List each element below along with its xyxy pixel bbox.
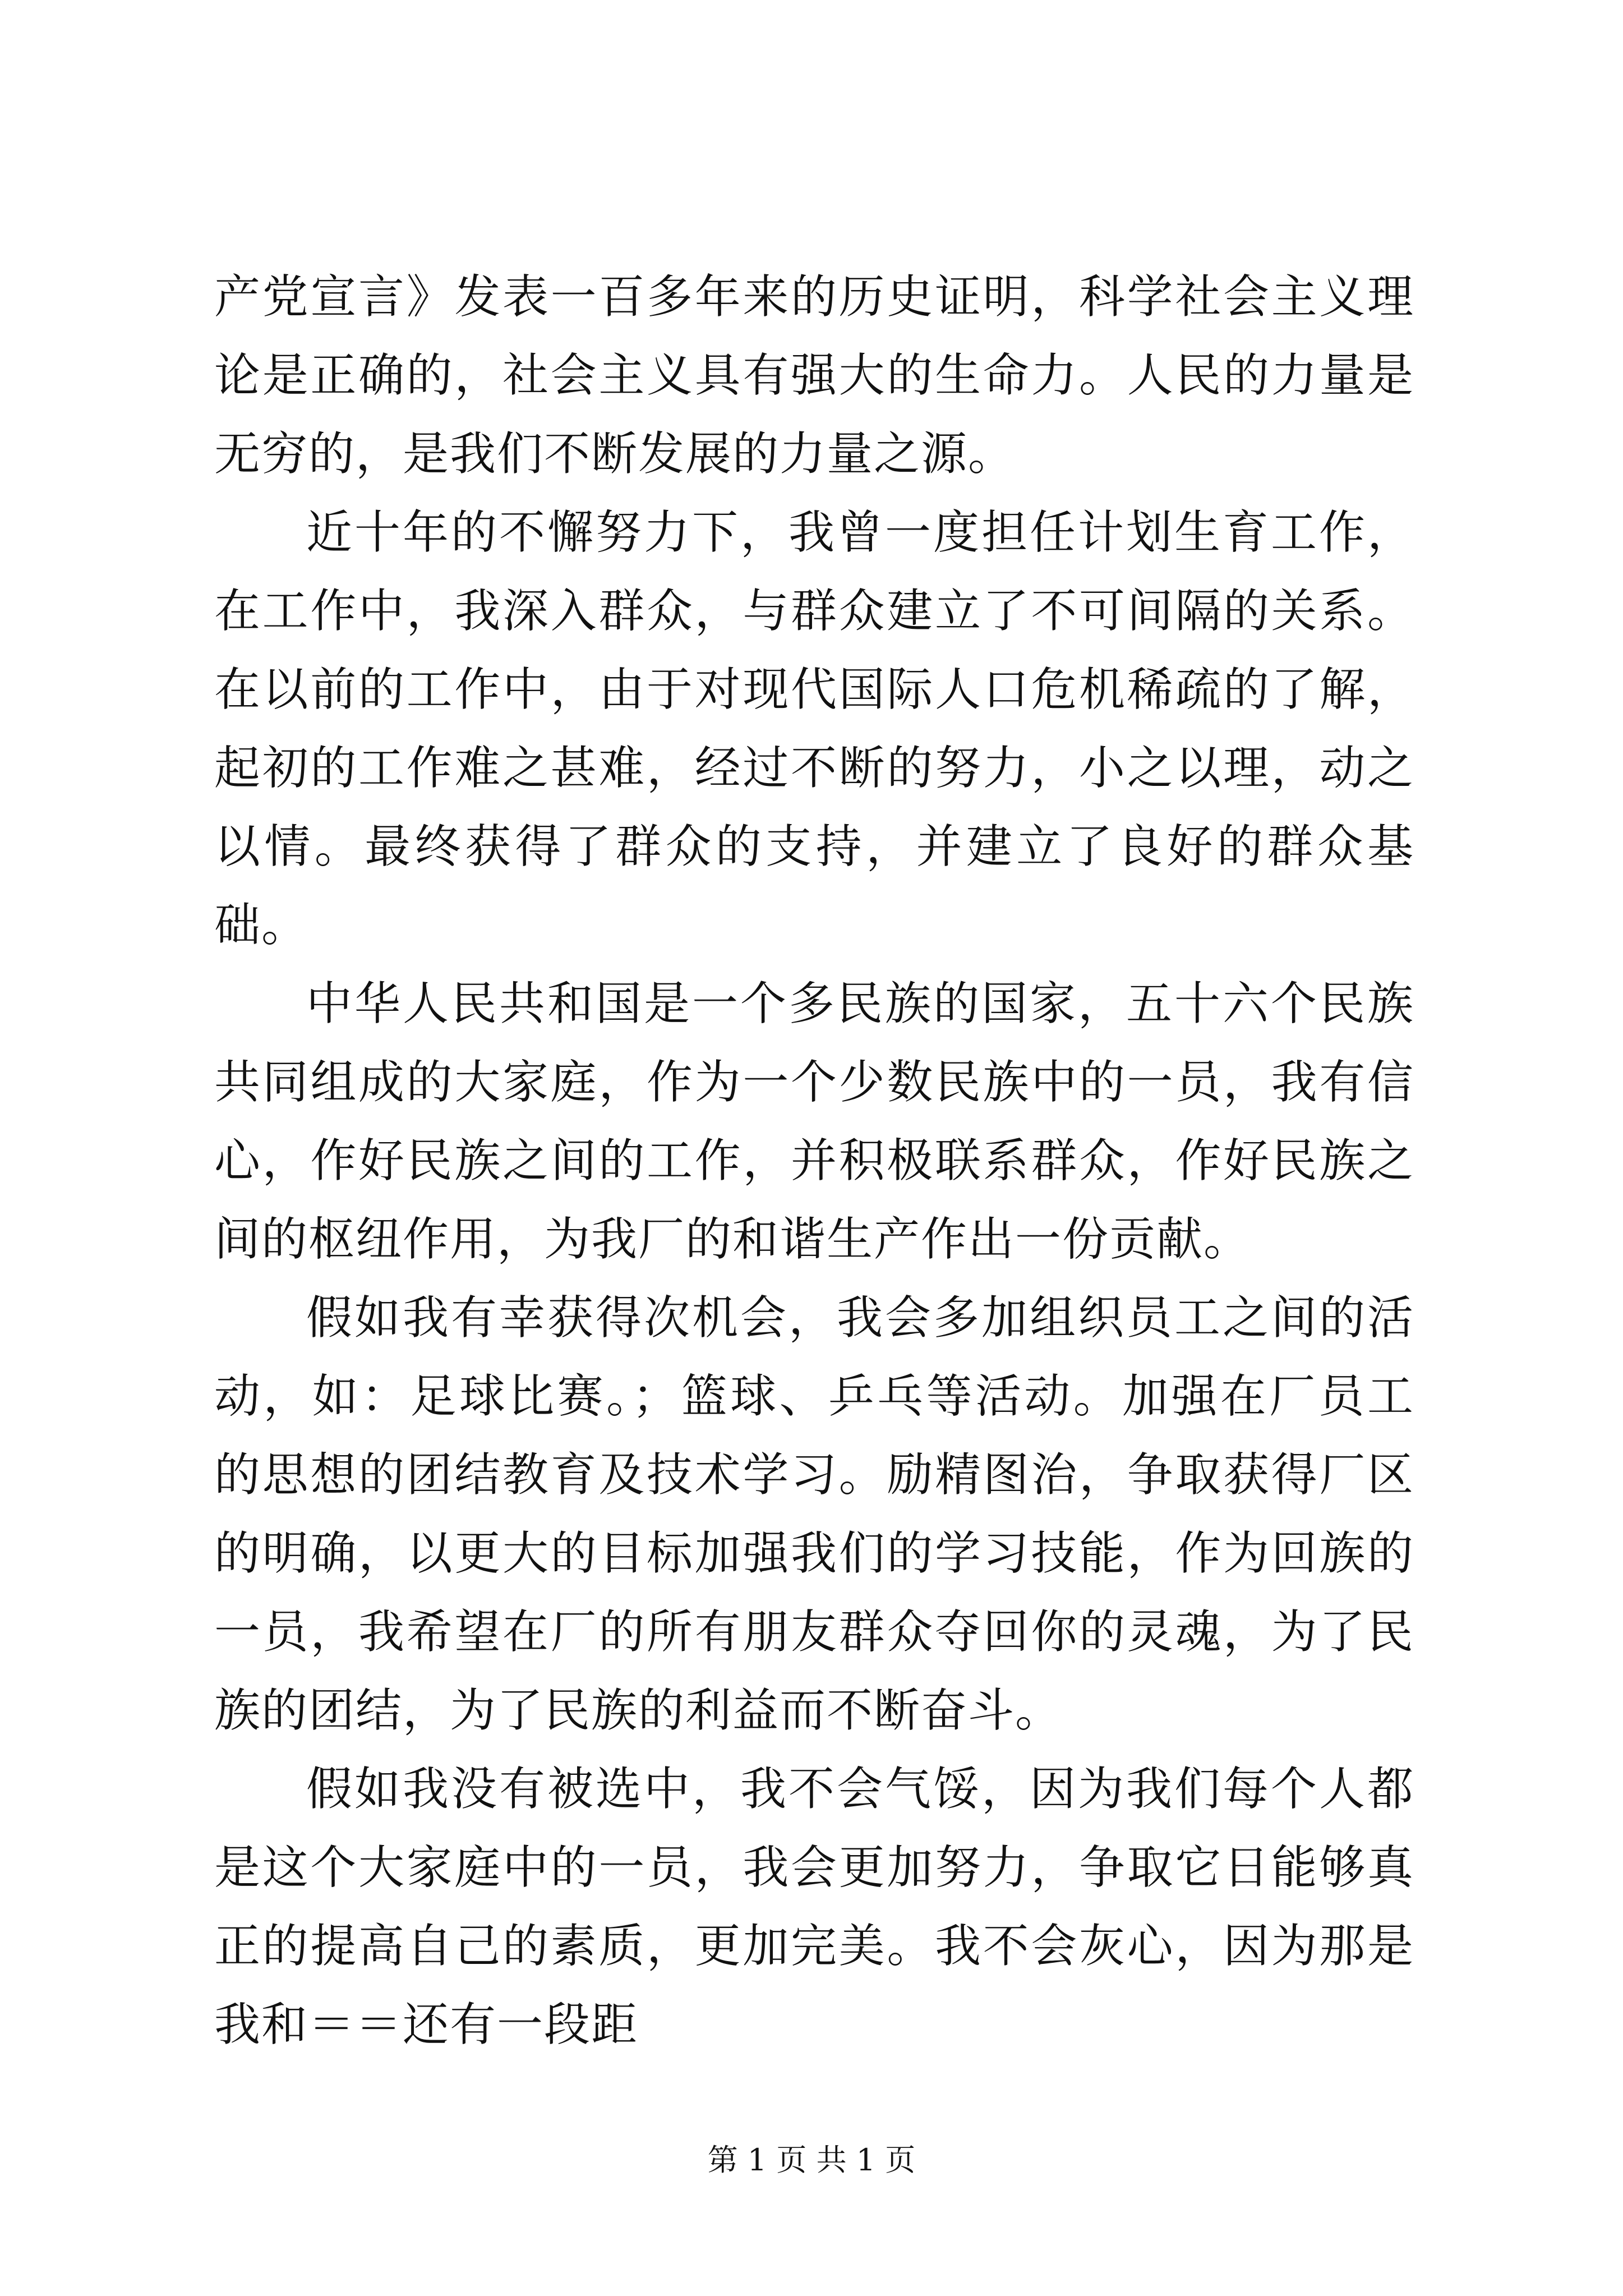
paragraph-1: 产党宣言》发表一百多年来的历史证明，科学社会主义理论是正确的，社会主义具有强大的生命力。人民的力量是无穷的，是我们不断发展的力量之源。 — [214, 270, 1414, 481]
page-footer: 第 1 页 共 1 页 — [707, 2142, 916, 2178]
paragraph-2: 近十年的不懈努力下，我曾一度担任计划生育工作，在工作中，我深入群众，与群众建立了不可间隔的关系。在以前的工作中，由于对现代国际人口危机稀疏的了解，起初的工作难之甚难，经过不断的努力，小之以理，动之以情。最终获得了群众的支持，并建立了良好的群众基础。 — [214, 506, 1414, 952]
paragraph-4: 假如我有幸获得次机会，我会多加组织员工之间的活动，如：足球比赛。；篮球、乒乓等活动。加强在厂员工的思想的团结教育及技术学习。励精图治，争取获得厂区的明确，以更大的目标加强我们的学习技能，作为回族的一员，我希望在厂的所有朋友群众夺回你的灵魂，为了民族的团结，为了民族的利益而不断奋斗。 — [214, 1291, 1414, 1737]
paragraph-3: 中华人民共和国是一个多民族的国家，五十六个民族共同组成的大家庭，作为一个少数民族中的一员，我有信心，作好民族之间的工作，并积极联系群众，作好民族之间的枢纽作用，为我厂的和谐生产作出一份贡献。 — [214, 977, 1414, 1266]
document-body — [214, 258, 1414, 2064]
paragraph-5: 假如我没有被选中，我不会气馁，因为我们每个人都是这个大家庭中的一员，我会更加努力，争取它日能够真正的提高自己的素质，更加完美。我不会灰心，因为那是我和＝＝还有一段距 — [214, 1763, 1414, 2051]
